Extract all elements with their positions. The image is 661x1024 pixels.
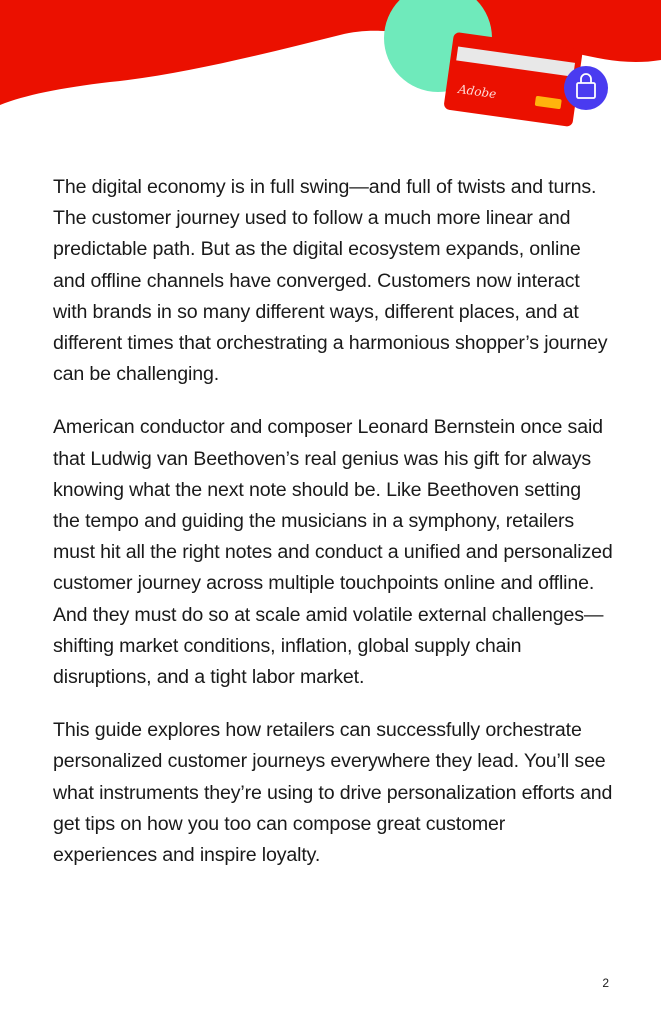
header-illustration: [0, 0, 661, 140]
page-number: 2: [602, 976, 609, 990]
intro-paragraph: The digital economy is in full swing—and full of twists and turns. The customer journey used to follow a much more linear and predictable path. But as the digital ecosystem expands, online and offline channels have converged. Customers now interact with brands in so many different ways, different places, and at different times that orchestrating a harmonious shopper’s journey can be challenging.: [53, 176, 608, 386]
shopping-bag-icon: [564, 66, 608, 110]
card-signature: Adobe: [457, 81, 498, 102]
bernstein-paragraph: American conductor and composer Leonard Bernstein once said that Ludwig van Beethoven’s real genius was his gift for always knowing what the next note should be. Like Beethoven setting the tempo and guiding the musicians in a symphony, retailers must hit all the right notes and conduct a unified and personalized customer journey across multiple touchpoints online and offline. And they must do so at scale amid volatile external challenges—shifting market conditions, inflation, global supply chain disruptions, and a tight labor market.: [53, 416, 613, 689]
guide-overview-paragraph: This guide explores how retailers can successfully orchestrate personalized customer journeys everywhere they lead. You’ll see what instruments they’re using to drive personalization efforts and get tips on how you too can compose great customer experiences and inspire loyalty.: [53, 719, 613, 867]
body-text: [53, 172, 613, 893]
